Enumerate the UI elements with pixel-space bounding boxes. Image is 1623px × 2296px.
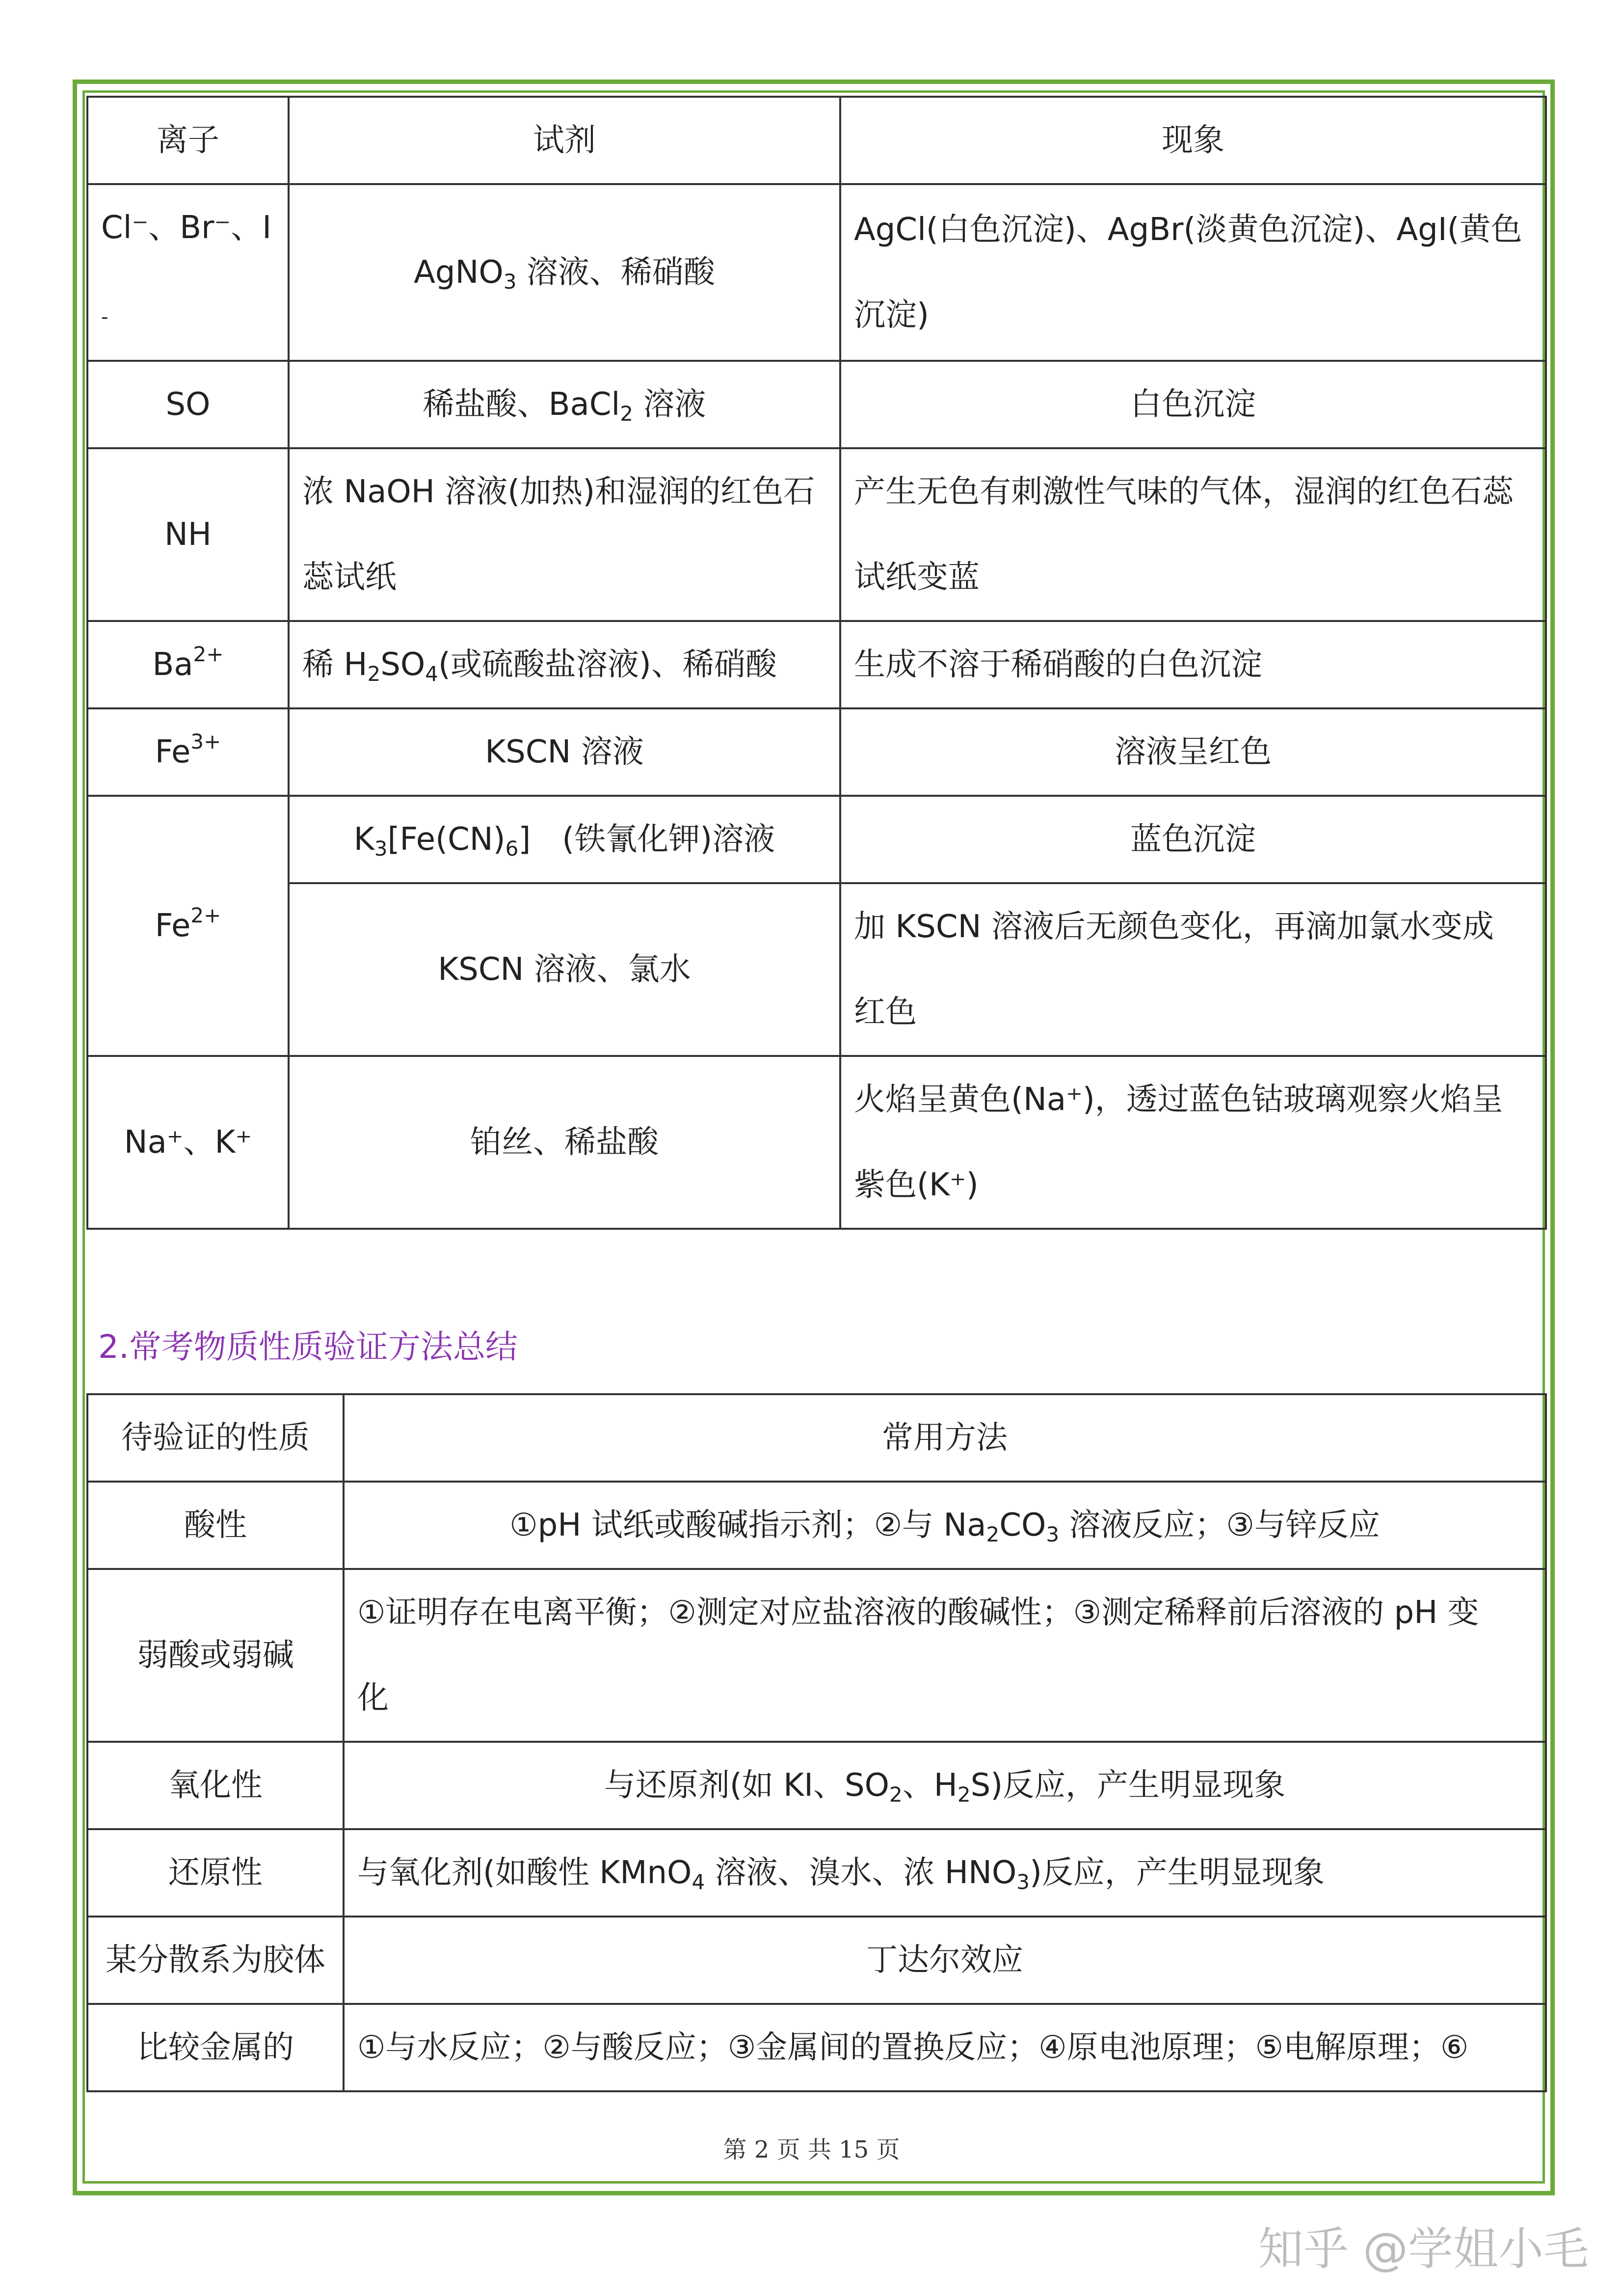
reagent-cell: KSCN 溶液、氯水 (289, 883, 840, 1056)
subscript: 3 (1016, 1870, 1030, 1894)
table-row-weak (87, 1569, 1546, 1742)
table-row-metal (87, 2004, 1546, 2091)
method-text: 与还原剂(如 KI、SO (604, 1767, 889, 1804)
ion-cell (87, 621, 289, 708)
ion-cell (87, 184, 289, 361)
method-text: 溶液反应；③与锌反应 (1059, 1507, 1380, 1543)
method-text: )反应，产生明显现象 (1029, 1855, 1325, 1891)
header-ion: 离子 (87, 97, 289, 184)
phenomenon-cell: 生成不溶于稀硝酸的白色沉淀 (840, 621, 1546, 708)
method-text: 溶液、溴水、浓 HNO (705, 1855, 1017, 1891)
phenomenon-line-1: 火焰呈黄色(Na⁺)，透过蓝色钴玻璃观察火焰呈 (854, 1081, 1503, 1118)
ion-line-1: Cl⁻、Br⁻、I (101, 210, 272, 246)
section-title: 2.常考物质性质验证方法总结 (98, 1328, 518, 1366)
phenomenon-cell (840, 184, 1546, 361)
method-cell (344, 1742, 1546, 1829)
property-cell: 氧化性 (87, 1742, 344, 1829)
table-row-reducing (87, 1829, 1546, 1917)
phenomenon-line-1: 产生无色有刺激性气味的气体，湿润的红色石蕊 (854, 474, 1514, 510)
phenomenon-line-2: 试纸变蓝 (854, 559, 980, 595)
reagent-text: ] (铁氰化钾)溶液 (518, 821, 775, 858)
reagent-cell (289, 621, 840, 708)
reagent-cell (289, 448, 840, 621)
ion-line-2: - (101, 306, 108, 328)
subscript: 2 (957, 1783, 971, 1807)
table-row-alkali (87, 1056, 1546, 1229)
method-text: S)反应，产生明显现象 (970, 1767, 1286, 1804)
table-row-halide (87, 184, 1546, 361)
phenomenon-cell: 溶液呈红色 (840, 708, 1546, 796)
phenomenon-line-1: 加 KSCN 溶液后无颜色变化，再滴加氯水变成 (854, 909, 1494, 945)
subscript: 3 (374, 837, 388, 861)
subscript: 2 (889, 1783, 903, 1807)
header-property: 待验证的性质 (87, 1394, 344, 1482)
property-cell: 比较金属的 (87, 2004, 344, 2091)
header-reagent: 试剂 (289, 97, 840, 184)
superscript: 2+ (190, 903, 221, 927)
property-cell: 还原性 (87, 1829, 344, 1917)
watermark: 知乎 @学姐小毛 (1258, 2223, 1589, 2275)
method-line-2: 化 (357, 1680, 389, 1716)
reagent-text: 稀 H (302, 647, 368, 683)
method-text: 、H (902, 1767, 958, 1804)
property-cell: 弱酸或弱碱 (87, 1569, 344, 1742)
property-cell: 某分散系为胶体 (87, 1917, 344, 2004)
phenomenon-line-2: 紫色(K⁺) (854, 1167, 979, 1203)
ion-text: Fe (155, 734, 191, 770)
subscript: 3 (1046, 1522, 1060, 1546)
reagent-line-2: 蕊试纸 (302, 559, 397, 595)
subscript: 4 (425, 662, 438, 686)
header-method: 常用方法 (344, 1394, 1546, 1482)
reagent-text: K (353, 821, 374, 858)
ion-cell (87, 796, 289, 1056)
subscript: 2 (986, 1522, 1000, 1546)
subscript: 2 (620, 402, 633, 426)
reagent-cell: KSCN 溶液 (289, 708, 840, 796)
subscript: 4 (692, 1870, 705, 1894)
superscript: 2+ (193, 642, 224, 666)
method-text: CO (999, 1507, 1046, 1543)
reagent-text: 溶液、稀硝酸 (516, 254, 715, 291)
table-row-ferrous-1 (87, 796, 1546, 883)
ion-test-table (86, 96, 1547, 1230)
method-cell (344, 1482, 1546, 1569)
reagent-text: (或硫酸盐溶液)、稀硝酸 (438, 647, 777, 683)
method-line-1: ①证明存在电离平衡；②测定对应盐溶液的酸碱性；③测定稀释前后溶液的 pH 变 (357, 1594, 1479, 1631)
reagent-text: SO (380, 647, 426, 683)
table-header-row (87, 1394, 1546, 1482)
subscript: 3 (503, 270, 517, 294)
table-header-row (87, 97, 1546, 184)
phenomenon-cell (840, 1056, 1546, 1229)
property-cell: 酸性 (87, 1482, 344, 1569)
reagent-text: AgNO (414, 254, 504, 291)
table-row-oxidizing (87, 1742, 1546, 1829)
table-row-ferric (87, 708, 1546, 796)
table-row-ammonium (87, 448, 1546, 621)
table-row-sulfate (87, 361, 1546, 448)
method-cell: 丁达尔效应 (344, 1917, 1546, 2004)
ion-text: Ba (152, 647, 193, 683)
phenomenon-cell: 白色沉淀 (840, 361, 1546, 448)
method-cell: ①与水反应；②与酸反应；③金属间的置换反应；④原电池原理；⑤电解原理；⑥ (344, 2004, 1546, 2091)
phenomenon-cell (840, 883, 1546, 1056)
ion-cell: NH (87, 448, 289, 621)
phenomenon-cell (840, 448, 1546, 621)
ion-cell: SO (87, 361, 289, 448)
page-footer: 第 2 页 共 15 页 (723, 2136, 900, 2163)
phenomenon-cell: 蓝色沉淀 (840, 796, 1546, 883)
property-verification-table (86, 1393, 1547, 2092)
superscript: 3+ (190, 729, 221, 754)
phenomenon-line-2: 沉淀) (854, 297, 929, 333)
reagent-cell (289, 184, 840, 361)
table-row-ferrous-2 (87, 883, 1546, 1056)
table-row-acidity (87, 1482, 1546, 1569)
header-phenomenon: 现象 (840, 97, 1546, 184)
ion-cell (87, 708, 289, 796)
reagent-cell: 铂丝、稀盐酸 (289, 1056, 840, 1229)
method-text: ①pH 试纸或酸碱指示剂；②与 Na (509, 1507, 986, 1543)
ion-text: Fe (155, 908, 191, 944)
table-row-barium (87, 621, 1546, 708)
method-cell (344, 1569, 1546, 1742)
reagent-line-1: 浓 NaOH 溶液(加热)和湿润的红色石 (302, 474, 815, 510)
reagent-text: 溶液 (633, 386, 706, 423)
method-text: 与氧化剂(如酸性 KMnO (357, 1855, 692, 1891)
method-cell (344, 1829, 1546, 1917)
subscript: 2 (367, 662, 381, 686)
table-row-colloid (87, 1917, 1546, 2004)
reagent-cell (289, 361, 840, 448)
reagent-text: 稀盐酸、BaCl (423, 386, 620, 423)
reagent-text: [Fe(CN) (387, 821, 506, 858)
reagent-cell (289, 796, 840, 883)
subscript: 6 (505, 837, 519, 861)
phenomenon-line-2: 红色 (854, 994, 917, 1030)
phenomenon-line-1: AgCl(白色沉淀)、AgBr(淡黄色沉淀)、AgI(黄色 (854, 212, 1522, 248)
ion-cell: Na⁺、K⁺ (87, 1056, 289, 1229)
